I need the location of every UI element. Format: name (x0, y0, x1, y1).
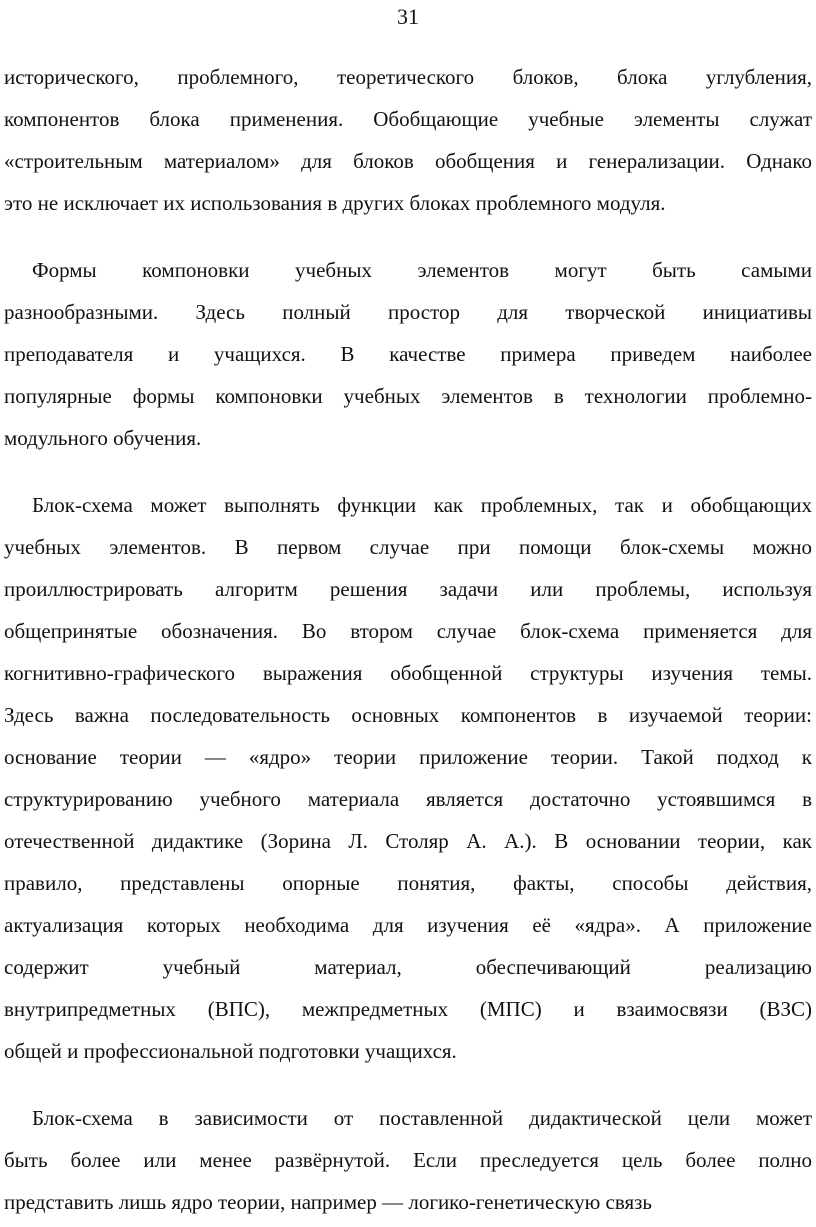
text-line: Здесь важна последовательность основных компонентов в изучаемой теории: (4, 703, 812, 727)
text-line: структурированию учебного материала является достаточно устоявшимся в (4, 787, 812, 811)
body-text (4, 56, 812, 1223)
text-line: это не исключает их использования в других блоках проблемного модуля. (4, 191, 666, 215)
text-line: Блок-схема может выполнять функции как проблемных, так и обобщающих (32, 493, 812, 517)
paragraph (4, 249, 812, 459)
paragraph (4, 484, 812, 1072)
text-line: общей и профессиональной подготовки учащихся. (4, 1039, 457, 1063)
text-line: «строительным материалом» для блоков обобщения и генерализации. Однако (4, 149, 812, 173)
text-line: содержит учебный материал, обеспечивающий реализацию (4, 955, 812, 979)
text-line: общепринятые обозначения. Во втором случае блок-схема применяется для (4, 619, 812, 643)
text-line: Формы компоновки учебных элементов могут быть самыми (32, 258, 812, 282)
text-line: исторического, проблемного, теоретического блоков, блока углубления, (4, 65, 812, 89)
text-line: основание теории — «ядро» теории приложение теории. Такой подход к (4, 745, 812, 769)
text-line: популярные формы компоновки учебных элементов в технологии проблемно- (4, 384, 812, 408)
paragraph-gap (4, 459, 812, 484)
text-line: представить лишь ядро теории, например — логико-генетическую связь (4, 1190, 653, 1214)
text-line: Блок-схема в зависимости от поставленной дидактической цели может (32, 1106, 812, 1130)
text-line: отечественной дидактике (Зорина Л. Столяр А. А.). В основании теории, как (4, 829, 812, 853)
text-line: актуализация которых необходима для изучения её «ядра». А приложение (4, 913, 812, 937)
text-line: модульного обучения. (4, 426, 202, 450)
text-line: проиллюстрировать алгоритм решения задачи или проблемы, используя (4, 577, 812, 601)
paragraph (4, 56, 812, 224)
text-line: когнитивно-графического выражения обобщенной структуры изучения темы. (4, 661, 812, 685)
text-line: компонентов блока применения. Обобщающие учебные элементы служат (4, 107, 812, 131)
text-line: быть более или менее развёрнутой. Если преследуется цель более полно (4, 1148, 812, 1172)
text-line: преподавателя и учащихся. В качестве примера приведем наиболее (4, 342, 812, 366)
page-number: 31 (397, 4, 419, 29)
text-line: учебных элементов. В первом случае при помощи блок-схемы можно (4, 535, 812, 559)
paragraph-gap (4, 1072, 812, 1097)
text-line: внутрипредметных (ВПС), межпредметных (МПС) и взаимосвязи (ВЗС) (4, 997, 812, 1021)
paragraph-gap (4, 224, 812, 249)
text-line: разнообразными. Здесь полный простор для творческой инициативы (4, 300, 812, 324)
paragraph (4, 1097, 812, 1223)
text-line: правило, представлены опорные понятия, факты, способы действия, (4, 871, 812, 895)
